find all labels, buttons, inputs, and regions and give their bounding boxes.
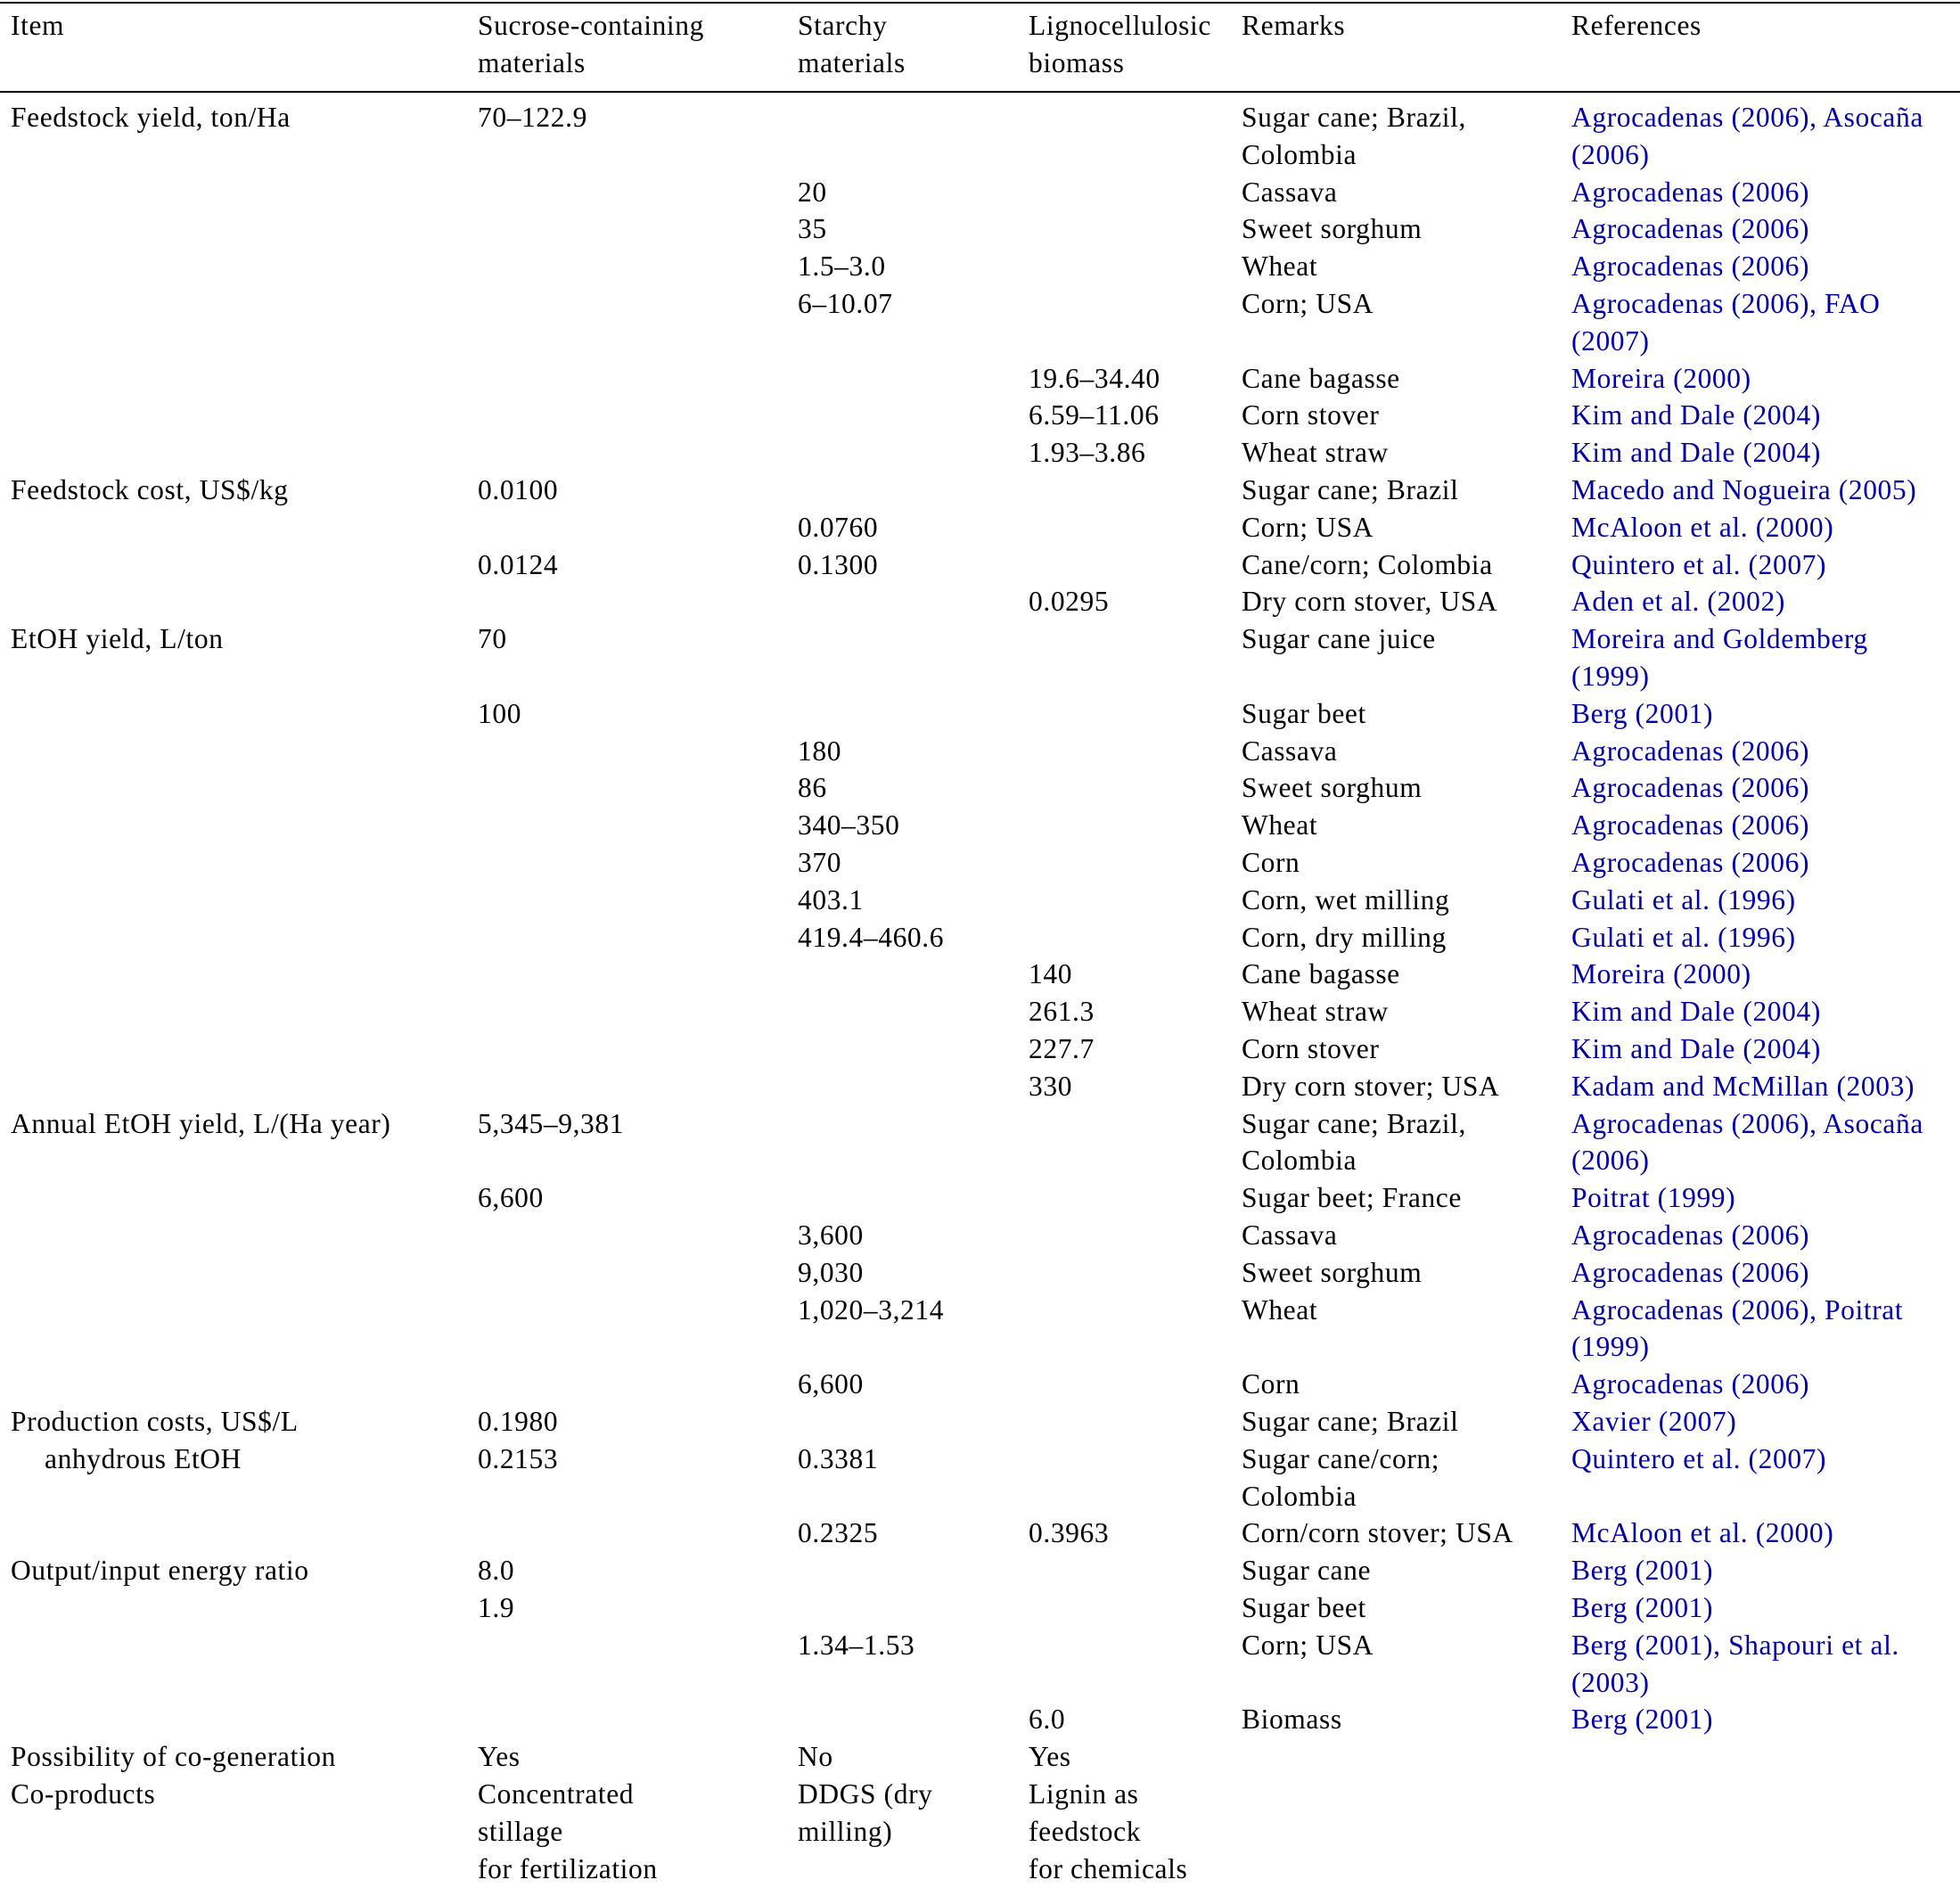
table-cell-remarks: Cassava <box>1242 176 1338 208</box>
table-cell-remarks: Corn <box>1242 1368 1300 1400</box>
table-top-rule <box>0 2 1960 4</box>
reference-link[interactable]: Agrocadenas (2006) <box>1571 176 1810 208</box>
table-cell-item: anhydrous EtOH <box>45 1442 242 1474</box>
table-cell-remarks: Sugar cane; Brazil <box>1242 474 1459 505</box>
table-cell-starchy: 180 <box>798 735 842 767</box>
table-cell-remarks: Wheat straw <box>1242 437 1389 469</box>
table-cell-remarks: Sugar cane; Brazil, <box>1242 1107 1466 1139</box>
reference-link[interactable]: Agrocadenas (2006), Poitrat <box>1571 1293 1904 1326</box>
table-cell-sucrose: 8.0 <box>478 1555 515 1587</box>
table-cell-lignocellulosic: 1.93–3.86 <box>1029 437 1146 469</box>
table-cell-remarks: Cane bagasse <box>1242 362 1400 394</box>
reference-link[interactable]: McAloon et al. (2000) <box>1571 1517 1834 1549</box>
table-cell-lignocellulosic: 330 <box>1029 1070 1073 1102</box>
table-cell-sucrose: Yes <box>478 1741 521 1773</box>
reference-link[interactable]: Kim and Dale (2004) <box>1571 996 1821 1028</box>
table-cell-lignocellulosic: feedstock <box>1029 1815 1142 1847</box>
table-cell-remarks: Wheat <box>1242 1293 1318 1326</box>
column-header-starchy: materials <box>798 46 906 78</box>
table-cell-sucrose: 6,600 <box>478 1182 544 1214</box>
reference-link[interactable]: Berg (2001) <box>1571 697 1714 729</box>
table-cell-sucrose: for fertilization <box>478 1852 658 1884</box>
table-cell-sucrose: 5,345–9,381 <box>478 1107 625 1139</box>
table-cell-remarks: Corn; USA <box>1242 511 1374 543</box>
reference-link[interactable]: (2003) <box>1571 1666 1650 1698</box>
reference-link[interactable]: Xavier (2007) <box>1571 1406 1737 1437</box>
table-cell-lignocellulosic: Yes <box>1029 1741 1071 1773</box>
reference-link[interactable]: Agrocadenas (2006) <box>1571 213 1810 245</box>
table-cell-item: Annual EtOH yield, L/(Ha year) <box>11 1107 391 1139</box>
table-cell-remarks: Sweet sorghum <box>1242 772 1423 804</box>
table-cell-lignocellulosic: 227.7 <box>1029 1033 1095 1064</box>
table-cell-sucrose: 0.1980 <box>478 1406 559 1437</box>
table-cell-lignocellulosic: 19.6–34.40 <box>1029 362 1160 394</box>
table-cell-lignocellulosic: 0.0295 <box>1029 586 1110 618</box>
table-cell-starchy: 3,600 <box>798 1219 864 1251</box>
table-cell-starchy: No <box>798 1741 833 1773</box>
table-cell-remarks: Wheat <box>1242 809 1318 841</box>
reference-link[interactable]: Agrocadenas (2006), FAO <box>1571 288 1881 319</box>
table-cell-sucrose: 0.0100 <box>478 474 559 505</box>
table-cell-sucrose: stillage <box>478 1815 563 1847</box>
table-cell-starchy: 0.1300 <box>798 548 879 580</box>
table-cell-remarks: Wheat <box>1242 250 1318 283</box>
table-cell-remarks: Cane bagasse <box>1242 958 1400 990</box>
reference-link[interactable]: Agrocadenas (2006) <box>1571 1368 1810 1400</box>
reference-link[interactable]: Gulati et al. (1996) <box>1571 921 1796 953</box>
table-cell-starchy: 0.3381 <box>798 1442 879 1474</box>
reference-link[interactable]: Moreira (2000) <box>1571 362 1751 394</box>
table-cell-starchy: milling) <box>798 1815 893 1847</box>
reference-link[interactable]: Agrocadenas (2006) <box>1571 250 1810 283</box>
reference-link[interactable]: Quintero et al. (2007) <box>1571 548 1827 580</box>
table-cell-starchy: DDGS (dry <box>798 1778 933 1810</box>
column-header-sucrose: Sucrose-containing <box>478 10 704 41</box>
table-cell-starchy: 9,030 <box>798 1256 864 1288</box>
table-cell-remarks: Colombia <box>1242 138 1357 170</box>
reference-link[interactable]: Agrocadenas (2006) <box>1571 1256 1810 1288</box>
reference-link[interactable]: McAloon et al. (2000) <box>1571 511 1834 543</box>
table-cell-starchy: 86 <box>798 772 827 804</box>
reference-link[interactable]: Moreira (2000) <box>1571 958 1751 990</box>
reference-link[interactable]: (1999) <box>1571 661 1650 692</box>
reference-link[interactable]: Quintero et al. (2007) <box>1571 1442 1827 1474</box>
table-cell-lignocellulosic: 0.3963 <box>1029 1517 1110 1549</box>
table-cell-remarks: Dry corn stover; USA <box>1242 1070 1500 1102</box>
table-cell-item: Feedstock yield, ton/Ha <box>11 102 291 133</box>
table-cell-sucrose: 100 <box>478 697 522 729</box>
table-cell-remarks: Sugar beet; France <box>1242 1182 1462 1214</box>
column-header-reference: References <box>1571 10 1702 41</box>
table-cell-item: Output/input energy ratio <box>11 1555 309 1587</box>
reference-link[interactable]: Berg (2001) <box>1571 1703 1714 1736</box>
reference-link[interactable]: Agrocadenas (2006) <box>1571 1219 1810 1251</box>
table-cell-remarks: Corn <box>1242 847 1300 878</box>
reference-link[interactable]: Berg (2001) <box>1571 1555 1714 1587</box>
table-cell-remarks: Corn, wet milling <box>1242 883 1450 915</box>
column-header-lignocellulosic: Lignocellulosic <box>1029 10 1211 41</box>
reference-link[interactable]: Berg (2001), Shapouri et al. <box>1571 1629 1899 1661</box>
table-cell-remarks: Sugar beet <box>1242 1592 1366 1623</box>
table-cell-starchy: 1.34–1.53 <box>798 1629 915 1661</box>
table-cell-remarks: Corn; USA <box>1242 288 1374 319</box>
table-cell-remarks: Sugar cane <box>1242 1555 1372 1587</box>
table-cell-remarks: Corn stover <box>1242 1033 1380 1064</box>
reference-link[interactable]: (2007) <box>1571 324 1650 357</box>
reference-link[interactable]: Agrocadenas (2006), Asocaña <box>1571 1107 1923 1139</box>
table-cell-starchy: 340–350 <box>798 809 900 841</box>
table-cell-remarks: Biomass <box>1242 1703 1342 1736</box>
column-header-lignocellulosic: biomass <box>1029 46 1125 78</box>
column-header-item: Item <box>11 10 65 41</box>
table-cell-remarks: Corn; USA <box>1242 1629 1374 1661</box>
table-cell-remarks: Colombia <box>1242 1145 1357 1177</box>
table-cell-item: Production costs, US$/L <box>11 1406 299 1437</box>
table-cell-remarks: Corn/corn stover; USA <box>1242 1517 1513 1549</box>
reference-link[interactable]: (2006) <box>1571 1145 1650 1177</box>
table-cell-starchy: 419.4–460.6 <box>798 921 945 953</box>
reference-link[interactable]: Poitrat (1999) <box>1571 1182 1736 1214</box>
reference-link[interactable]: Aden et al. (2002) <box>1571 586 1785 618</box>
table-cell-lignocellulosic: 140 <box>1029 958 1073 990</box>
table-cell-lignocellulosic: 261.3 <box>1029 996 1095 1028</box>
table-cell-sucrose: 0.2153 <box>478 1442 559 1474</box>
table-cell-remarks: Cane/corn; Colombia <box>1242 548 1493 580</box>
table-cell-remarks: Cassava <box>1242 735 1338 767</box>
table-cell-item: Feedstock cost, US$/kg <box>11 474 289 505</box>
table-cell-remarks: Corn stover <box>1242 399 1380 431</box>
table-cell-remarks: Dry corn stover, USA <box>1242 586 1498 618</box>
table-cell-lignocellulosic: 6.59–11.06 <box>1029 399 1160 431</box>
table-cell-item: Possibility of co-generation <box>11 1741 336 1773</box>
reference-link[interactable]: Agrocadenas (2006) <box>1571 809 1810 841</box>
reference-link[interactable]: Agrocadenas (2006), Asocaña <box>1571 102 1923 133</box>
table-cell-sucrose: 0.0124 <box>478 548 559 580</box>
table-cell-remarks: Sweet sorghum <box>1242 1256 1423 1288</box>
table-cell-starchy: 6–10.07 <box>798 288 893 319</box>
table-cell-starchy: 0.0760 <box>798 511 879 543</box>
reference-link[interactable]: Gulati et al. (1996) <box>1571 883 1796 915</box>
table-cell-starchy: 403.1 <box>798 883 864 915</box>
table-cell-remarks: Cassava <box>1242 1219 1338 1251</box>
table-cell-remarks: Wheat straw <box>1242 996 1389 1028</box>
table-cell-starchy: 1,020–3,214 <box>798 1293 945 1326</box>
table-header-rule <box>0 91 1960 93</box>
column-header-sucrose: materials <box>478 46 586 78</box>
table-cell-sucrose: 70 <box>478 623 507 655</box>
reference-link[interactable]: Kim and Dale (2004) <box>1571 399 1821 431</box>
table-cell-lignocellulosic: 6.0 <box>1029 1703 1066 1736</box>
table-cell-remarks: Corn, dry milling <box>1242 921 1447 953</box>
table-cell-starchy: 35 <box>798 213 827 245</box>
table-cell-item: Co-products <box>11 1778 156 1810</box>
table-cell-starchy: 6,600 <box>798 1368 864 1400</box>
reference-link[interactable]: Moreira and Goldemberg <box>1571 623 1868 655</box>
table-cell-remarks: Colombia <box>1242 1480 1357 1512</box>
reference-link[interactable]: Berg (2001) <box>1571 1592 1714 1623</box>
table-cell-starchy: 370 <box>798 847 842 878</box>
table-cell-item: EtOH yield, L/ton <box>11 623 224 655</box>
table-cell-sucrose: 1.9 <box>478 1592 515 1623</box>
reference-link[interactable]: Agrocadenas (2006) <box>1571 735 1810 767</box>
table-cell-remarks: Sugar beet <box>1242 697 1366 729</box>
reference-link[interactable]: Agrocadenas (2006) <box>1571 772 1810 804</box>
reference-link[interactable]: (2006) <box>1571 138 1650 170</box>
table-cell-sucrose: 70–122.9 <box>478 102 587 133</box>
table-cell-remarks: Sugar cane/corn; <box>1242 1442 1440 1474</box>
table-cell-lignocellulosic: for chemicals <box>1029 1852 1188 1884</box>
reference-link[interactable]: Agrocadenas (2006) <box>1571 847 1810 878</box>
reference-link[interactable]: Kadam and McMillan (2003) <box>1571 1070 1915 1102</box>
reference-link[interactable]: Macedo and Nogueira (2005) <box>1571 474 1917 505</box>
table-cell-remarks: Sugar cane; Brazil <box>1242 1406 1459 1437</box>
reference-link[interactable]: Kim and Dale (2004) <box>1571 437 1821 469</box>
reference-link[interactable]: Kim and Dale (2004) <box>1571 1033 1821 1064</box>
table-cell-starchy: 0.2325 <box>798 1517 879 1549</box>
table-cell-remarks: Sweet sorghum <box>1242 213 1423 245</box>
table-cell-lignocellulosic: Lignin as <box>1029 1778 1139 1810</box>
table-cell-starchy: 20 <box>798 176 827 208</box>
reference-link[interactable]: (1999) <box>1571 1331 1650 1363</box>
table-cell-starchy: 1.5–3.0 <box>798 250 886 283</box>
table-cell-sucrose: Concentrated <box>478 1778 635 1810</box>
table-cell-remarks: Sugar cane; Brazil, <box>1242 102 1466 133</box>
column-header-starchy: Starchy <box>798 10 888 41</box>
column-header-remarks: Remarks <box>1242 10 1346 41</box>
table-cell-remarks: Sugar cane juice <box>1242 623 1436 655</box>
